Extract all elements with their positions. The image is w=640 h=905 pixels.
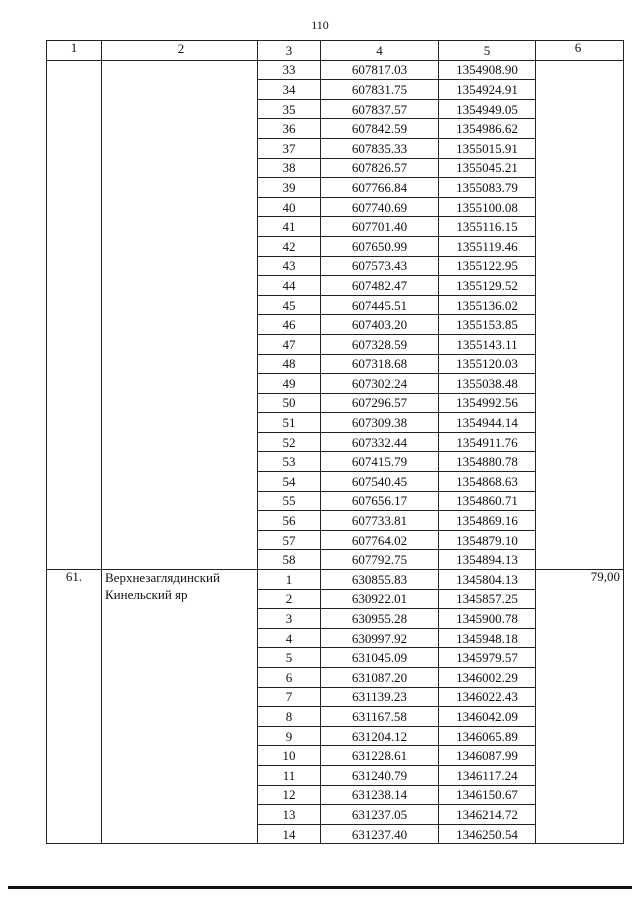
point-number: 58 <box>258 550 321 570</box>
header-col-6: 6 <box>536 41 624 61</box>
header-col-1: 1 <box>47 41 102 61</box>
coordinate-y: 1355045.21 <box>439 158 536 178</box>
coordinate-x: 630855.83 <box>321 570 439 590</box>
table-body <box>47 60 624 844</box>
point-number: 5 <box>258 648 321 668</box>
point-number: 7 <box>258 687 321 707</box>
point-number: 13 <box>258 805 321 825</box>
coordinate-y: 1345804.13 <box>439 570 536 590</box>
coordinate-y: 1355136.02 <box>439 295 536 315</box>
page-number: 110 <box>311 18 329 32</box>
coordinate-y: 1346087.99 <box>439 746 536 766</box>
coordinate-y: 1354894.13 <box>439 550 536 570</box>
coordinate-y: 1354992.56 <box>439 393 536 413</box>
point-number: 35 <box>258 99 321 119</box>
coordinate-x: 631240.79 <box>321 765 439 785</box>
point-number: 14 <box>258 824 321 844</box>
object-name: Верхнезаглядинский Кинельский яр <box>102 570 258 844</box>
point-number: 2 <box>258 589 321 609</box>
point-number: 6 <box>258 668 321 688</box>
coordinate-x: 607302.24 <box>321 374 439 394</box>
coordinate-y: 1346065.89 <box>439 726 536 746</box>
coordinate-y: 1345948.18 <box>439 628 536 648</box>
point-number: 34 <box>258 80 321 100</box>
coordinate-y: 1345979.57 <box>439 648 536 668</box>
point-number: 8 <box>258 707 321 727</box>
coordinate-x: 631045.09 <box>321 648 439 668</box>
point-number: 39 <box>258 178 321 198</box>
header-col-5: 5 <box>439 41 536 61</box>
coordinate-x: 607764.02 <box>321 530 439 550</box>
coordinate-y: 1354908.90 <box>439 60 536 80</box>
header-row <box>47 41 624 61</box>
coordinate-x: 631139.23 <box>321 687 439 707</box>
point-number: 52 <box>258 432 321 452</box>
point-number: 55 <box>258 491 321 511</box>
header-col-4: 4 <box>321 41 439 61</box>
coordinate-y: 1355122.95 <box>439 256 536 276</box>
point-number: 50 <box>258 393 321 413</box>
coordinate-y: 1355143.11 <box>439 334 536 354</box>
object-name <box>102 60 258 569</box>
coordinate-y: 1345900.78 <box>439 609 536 629</box>
point-number: 44 <box>258 276 321 296</box>
coordinate-y: 1355116.15 <box>439 217 536 237</box>
coordinate-x: 607332.44 <box>321 432 439 452</box>
point-number: 40 <box>258 197 321 217</box>
footer-rule <box>8 886 632 889</box>
point-number: 12 <box>258 785 321 805</box>
coordinates-table <box>46 40 624 844</box>
coordinate-y: 1346117.24 <box>439 765 536 785</box>
coordinate-x: 607792.75 <box>321 550 439 570</box>
coordinate-x: 607740.69 <box>321 197 439 217</box>
coordinate-y: 1346150.67 <box>439 785 536 805</box>
coordinate-x: 630955.28 <box>321 609 439 629</box>
coordinate-x: 607318.68 <box>321 354 439 374</box>
table-row <box>47 60 624 80</box>
coordinate-x: 607835.33 <box>321 138 439 158</box>
point-number: 10 <box>258 746 321 766</box>
coordinate-y: 1354986.62 <box>439 119 536 139</box>
coordinate-y: 1355153.85 <box>439 315 536 335</box>
coordinate-y: 1354924.91 <box>439 80 536 100</box>
object-area: 79,00 <box>536 570 624 844</box>
coordinate-y: 1346250.54 <box>439 824 536 844</box>
coordinate-y: 1355119.46 <box>439 236 536 256</box>
coordinate-x: 630997.92 <box>321 628 439 648</box>
coordinate-y: 1355129.52 <box>439 276 536 296</box>
coordinate-x: 607540.45 <box>321 472 439 492</box>
point-number: 3 <box>258 609 321 629</box>
coordinate-y: 1354868.63 <box>439 472 536 492</box>
point-number: 37 <box>258 138 321 158</box>
coordinate-x: 607445.51 <box>321 295 439 315</box>
table-header <box>47 41 624 61</box>
coordinate-x: 631167.58 <box>321 707 439 727</box>
coordinate-y: 1355083.79 <box>439 178 536 198</box>
coordinate-x: 607826.57 <box>321 158 439 178</box>
point-number: 1 <box>258 570 321 590</box>
point-number: 45 <box>258 295 321 315</box>
coordinate-y: 1354869.16 <box>439 511 536 531</box>
coordinate-y: 1346042.09 <box>439 707 536 727</box>
point-number: 43 <box>258 256 321 276</box>
point-number: 56 <box>258 511 321 531</box>
coordinate-x: 607831.75 <box>321 80 439 100</box>
coordinate-y: 1355015.91 <box>439 138 536 158</box>
header-col-2: 2 <box>102 41 258 61</box>
coordinate-x: 607766.84 <box>321 178 439 198</box>
coordinate-x: 607296.57 <box>321 393 439 413</box>
point-number: 51 <box>258 413 321 433</box>
header-col-3: 3 <box>258 41 321 61</box>
point-number: 57 <box>258 530 321 550</box>
object-area <box>536 60 624 569</box>
coordinate-x: 607733.81 <box>321 511 439 531</box>
coordinate-y: 1354911.76 <box>439 432 536 452</box>
coordinate-x: 607650.99 <box>321 236 439 256</box>
coordinate-x: 631237.40 <box>321 824 439 844</box>
coordinate-y: 1354880.78 <box>439 452 536 472</box>
point-number: 49 <box>258 374 321 394</box>
coordinate-x: 607817.03 <box>321 60 439 80</box>
coordinate-y: 1345857.25 <box>439 589 536 609</box>
coordinate-y: 1354860.71 <box>439 491 536 511</box>
point-number: 48 <box>258 354 321 374</box>
object-number <box>47 60 102 569</box>
coordinate-x: 607309.38 <box>321 413 439 433</box>
point-number: 33 <box>258 60 321 80</box>
point-number: 53 <box>258 452 321 472</box>
coordinate-y: 1355100.08 <box>439 197 536 217</box>
coordinate-x: 631238.14 <box>321 785 439 805</box>
coordinate-x: 607328.59 <box>321 334 439 354</box>
coordinate-x: 607656.17 <box>321 491 439 511</box>
coordinate-x: 607837.57 <box>321 99 439 119</box>
coordinate-y: 1346214.72 <box>439 805 536 825</box>
coordinate-x: 607482.47 <box>321 276 439 296</box>
coordinate-x: 607415.79 <box>321 452 439 472</box>
point-number: 9 <box>258 726 321 746</box>
coordinate-x: 631087.20 <box>321 668 439 688</box>
coordinate-x: 631228.61 <box>321 746 439 766</box>
object-number: 61. <box>47 570 102 844</box>
point-number: 38 <box>258 158 321 178</box>
coordinate-x: 607701.40 <box>321 217 439 237</box>
point-number: 46 <box>258 315 321 335</box>
point-number: 36 <box>258 119 321 139</box>
point-number: 54 <box>258 472 321 492</box>
coordinate-x: 630922.01 <box>321 589 439 609</box>
point-number: 11 <box>258 765 321 785</box>
coordinate-x: 631204.12 <box>321 726 439 746</box>
coordinate-y: 1346002.29 <box>439 668 536 688</box>
point-number: 41 <box>258 217 321 237</box>
point-number: 4 <box>258 628 321 648</box>
coordinate-x: 607403.20 <box>321 315 439 335</box>
coordinate-y: 1354949.05 <box>439 99 536 119</box>
coordinate-x: 607842.59 <box>321 119 439 139</box>
coordinate-y: 1355120.03 <box>439 354 536 374</box>
coordinate-y: 1354944.14 <box>439 413 536 433</box>
coordinate-x: 607573.43 <box>321 256 439 276</box>
coordinate-y: 1346022.43 <box>439 687 536 707</box>
coordinate-y: 1355038.48 <box>439 374 536 394</box>
point-number: 47 <box>258 334 321 354</box>
point-number: 42 <box>258 236 321 256</box>
coordinate-y: 1354879.10 <box>439 530 536 550</box>
table-row <box>47 570 624 590</box>
coordinate-x: 631237.05 <box>321 805 439 825</box>
